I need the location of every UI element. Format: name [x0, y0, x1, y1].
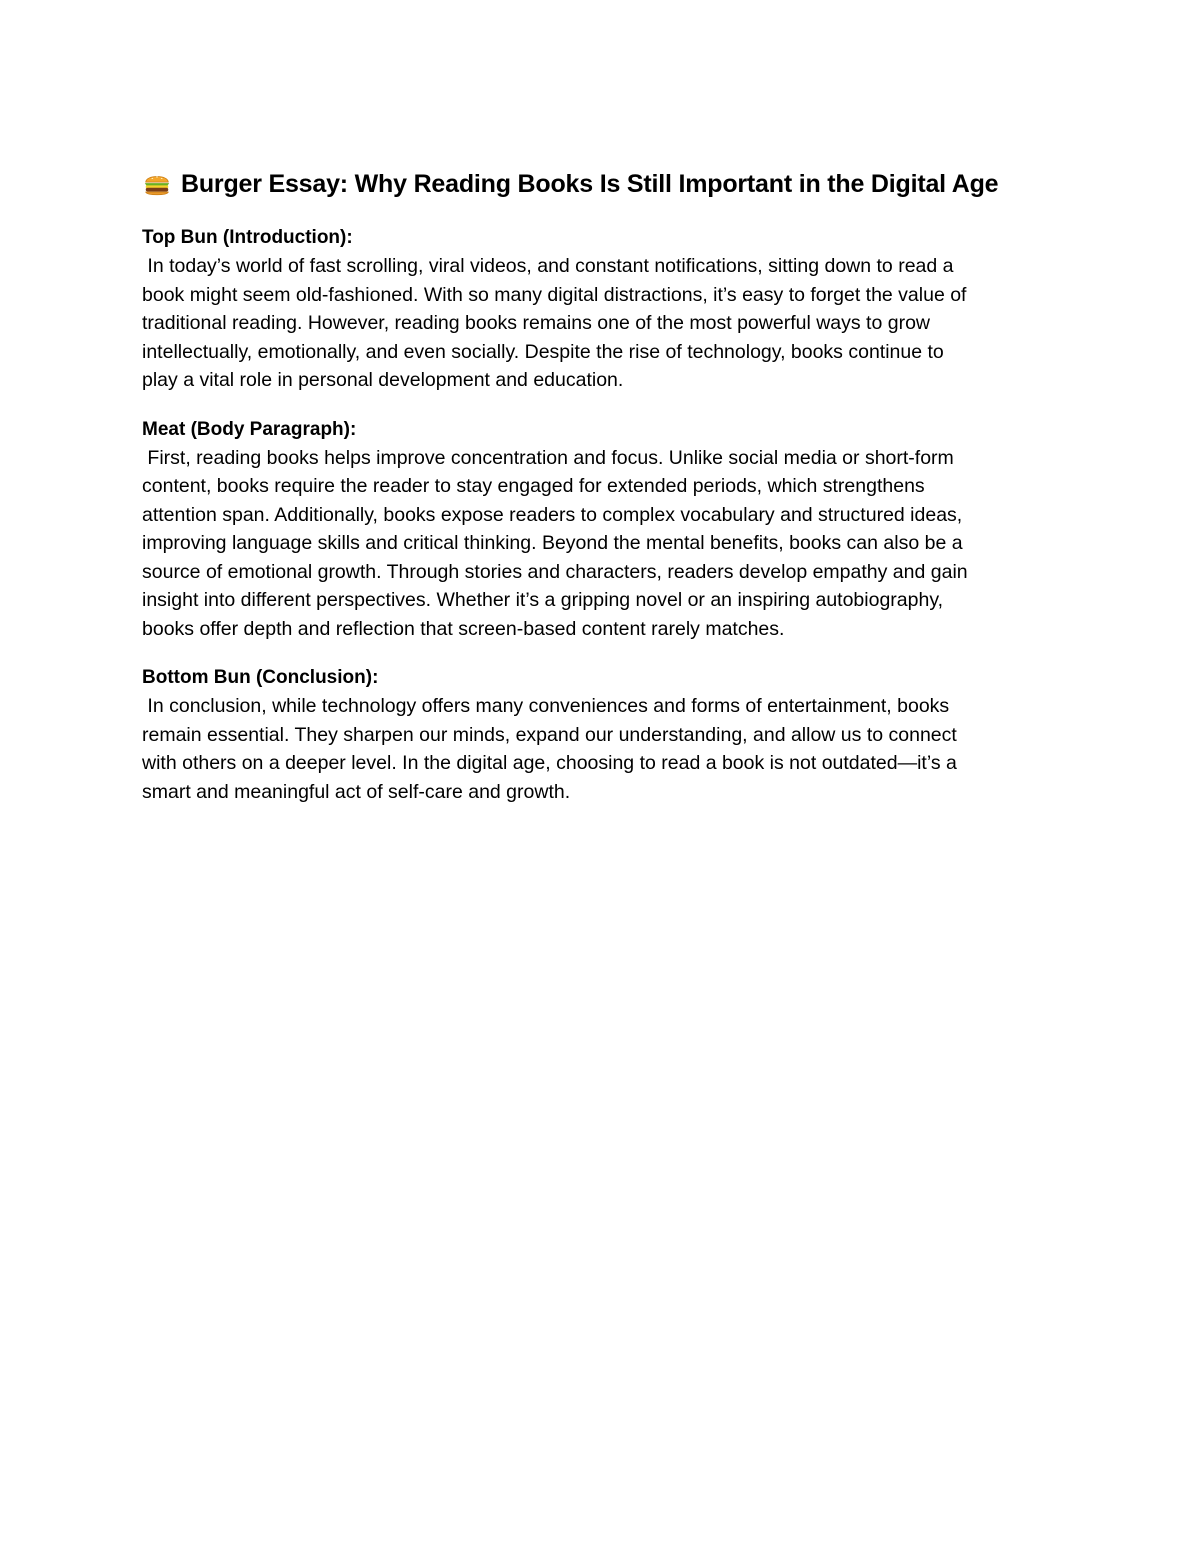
paragraph-line: source of emotional growth. Through stories and characters, readers develop empathy and gain: [142, 560, 968, 583]
paragraph-line: with others on a deeper level. In the digital age, choosing to read a book is not outdated—it’s a: [142, 752, 957, 774]
section-body: [142, 416, 1072, 644]
essay-content: [142, 166, 1072, 827]
paragraph-line: First, reading books helps improve concentration and focus. Unlike social media or short-form: [142, 446, 954, 469]
paragraph-line: In conclusion, while technology offers many conveniences and forms of entertainment, books: [142, 695, 950, 717]
paragraph-line: In today’s world of fast scrolling, viral videos, and constant notifications, sitting down to read a: [142, 255, 954, 277]
section-heading: Top Bun (Introduction):: [142, 227, 353, 248]
paragraph-line: smart and meaningful act of self-care and growth.: [142, 780, 571, 803]
essay-title: Burger Essay: Why Reading Books Is Still Important in the Digital Age: [181, 170, 999, 198]
section-introduction: [142, 224, 1072, 395]
paragraph-line: book might seem old-fashioned. With so many digital distractions, it’s easy to forget the value of: [142, 283, 967, 306]
paragraph-line: insight into different perspectives. Whether it’s a gripping novel or an inspiring autobiography,: [142, 589, 944, 611]
paragraph-line: content, books require the reader to stay engaged for extended periods, which strengthens: [142, 475, 925, 497]
paragraph-line: improving language skills and critical thinking. Beyond the mental benefits, books can also be a: [142, 532, 963, 554]
section-heading: Bottom Bun (Conclusion):: [142, 667, 379, 688]
paragraph-line: books offer depth and reflection that screen-based content rarely matches.: [142, 617, 785, 640]
section-conclusion: [142, 664, 1072, 806]
paragraph-line: attention span. Additionally, books expose readers to complex vocabulary and structured ideas,: [142, 503, 963, 526]
section-paragraph: [142, 692, 1072, 806]
paragraph-line: remain essential. They sharpen our minds, expand our understanding, and allow us to connect: [142, 723, 957, 746]
section-paragraph: [142, 444, 1072, 644]
paragraph-line: intellectually, emotionally, and even socially. Despite the rise of technology, books continue to: [142, 340, 944, 363]
paragraph-line: play a vital role in personal development and education.: [142, 369, 624, 391]
section-paragraph: [142, 252, 1072, 395]
section-heading: Meat (Body Paragraph):: [142, 418, 357, 440]
paragraph-line: traditional reading. However, reading books remains one of the most powerful ways to grow: [142, 312, 930, 334]
burger-icon: [142, 169, 172, 199]
title-row: [142, 166, 1072, 202]
